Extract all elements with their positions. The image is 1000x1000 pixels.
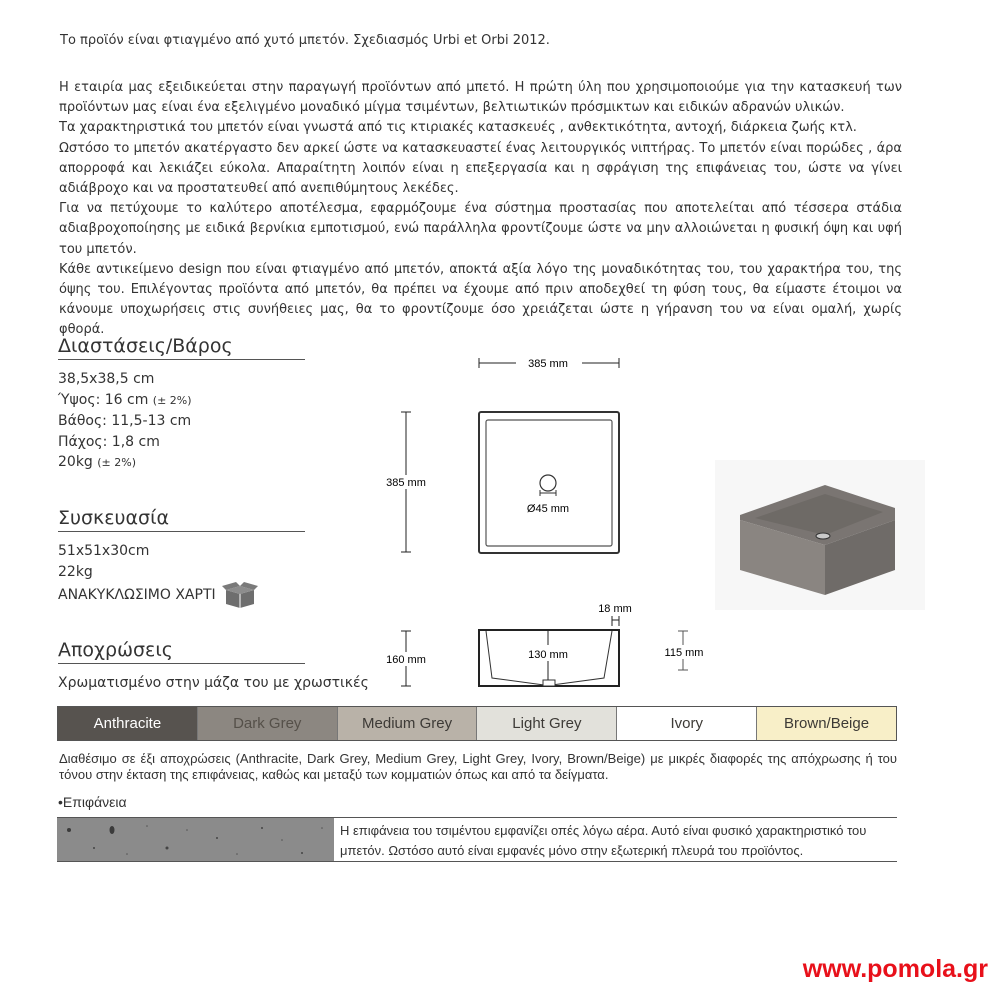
spec-height-value: Ύψος: 16 cm — [58, 391, 149, 408]
description-paragraph: Τα χαρακτηριστικά του μπετόν είναι γνωστά από τις κτιριακές κατασκευές , ανθεκτικότητα, αντοχή, διάρκεια ζωής κτλ. — [59, 120, 857, 136]
swatch-light-grey[interactable]: Light Grey — [477, 707, 617, 740]
availability-text: Διαθέσιμο σε έξι αποχρώσεις (Anthracite, Dark Grey, Medium Grey, Light Grey, Ivory, Brown/Beige) με μικρές διαφορές της απόχρωσης ή του τόνου στην έκταση της επιφάνειας, καθώς και μεταξύ των κομματιών όπως και από τα δείγματα. — [59, 751, 897, 782]
spec-height-tolerance: (± 2%) — [152, 393, 192, 407]
spec-weight-value: 20kg — [58, 454, 93, 470]
side-height-label: 160 mm — [386, 654, 426, 666]
top-width-dimension — [479, 358, 619, 370]
packaging-weight: 22kg — [58, 563, 93, 580]
swatch-brown-beige[interactable]: Brown/Beige — [757, 707, 896, 740]
spec-depth: Βάθος: 11,5-13 cm — [58, 413, 192, 429]
surface-label: •Επιφάνεια — [58, 794, 127, 810]
brand-website[interactable]: www.pomola.gr — [802, 955, 988, 983]
packaging-specs — [58, 541, 258, 608]
colors-title: Αποχρώσεις — [58, 639, 305, 664]
description-paragraph: Για να πετύχουμε το καλύτερο αποτέλεσμα, εφαρμόζουμε ένα σύστημα προστασίας που αποτελείται από τέσσερα στάδια αδιαβροχοποίησης με ειδικά βερνίκια εμποτισμού, ενώ παράλληλα φροντίζουμε ώστε να μην αλλοιώνεται η φυσική όψη και υφή του μπετόν. — [59, 201, 902, 257]
side-wall-label: 18 mm — [598, 603, 632, 615]
top-width-label: 385 mm — [528, 358, 568, 370]
intro-text: Το προϊόν είναι φτιαγμένο από χυτό μπετόν. Σχεδιασμός Urbi et Orbi 2012. — [60, 33, 550, 48]
spec-height — [58, 390, 192, 412]
packaging-size: 51x51x30cm — [58, 543, 150, 559]
swatch-medium-grey[interactable]: Medium Grey — [338, 707, 478, 740]
side-inner-label: 130 mm — [528, 649, 568, 661]
spec-weight — [58, 452, 192, 474]
spec-thickness: Πάχος: 1,8 cm — [58, 433, 160, 450]
box-icon — [222, 582, 258, 608]
description-paragraph: Η εταιρία μας εξειδικεύεται στην παραγωγή προϊόντων από μπετό. Η πρώτη ύλη που χρησιμοποιούμε για την κατασκευή των προϊόντων μας είναι ένα εξελιγμένο μοναδικό μίγμα τσιμέντων, βελτιωτικών πρόσμικτων και ειδικών αδρανών υλικών. — [59, 80, 902, 116]
description — [59, 78, 902, 341]
side-depth-dimension — [660, 631, 710, 670]
packaging-title: Συσκευασία — [58, 507, 305, 532]
drain-label: Ø45 mm — [526, 503, 570, 515]
description-paragraph: Ωστόσο το μπετόν ακατέργαστο δεν αρκεί ώστε να κατασκευαστεί ένας λειτουργικός νιπτήρας. Το μπετόν είναι πορώδες , άρα απορροφά και λεκιάζει εύκολα. Απαραίτητη λοιπόν είναι η επεξεργασία και η σφράγιση της επιφάνειας του, ώστε να γίνει αδιάβροχο και να προστατευθεί από ανεπιθύμητους λεκέδες. — [59, 140, 902, 197]
concrete-texture-image — [57, 818, 334, 861]
product-photo — [715, 460, 925, 610]
dimensions-specs — [58, 369, 192, 474]
side-height-dimension — [380, 631, 434, 686]
side-depth-label: 115 mm — [664, 647, 704, 659]
colors-subtitle: Χρωματισμένο στην μάζα του με χρωστικές — [58, 675, 369, 691]
top-height-dimension — [380, 412, 434, 552]
swatch-dark-grey[interactable]: Dark Grey — [198, 707, 338, 740]
swatch-anthracite[interactable]: Anthracite — [58, 707, 198, 740]
side-view — [479, 603, 632, 686]
top-height-label: 385 mm — [386, 477, 426, 489]
spec-weight-tolerance: (± 2%) — [97, 456, 137, 469]
packaging-material-row — [58, 582, 258, 608]
surface-row — [57, 817, 897, 862]
packaging-material: ΑΝΑΚΥΚΛΩΣΙΜΟ ΧΑΡΤΙ — [58, 586, 216, 603]
technical-drawing — [370, 340, 730, 700]
top-view — [479, 412, 619, 553]
color-swatches — [57, 706, 897, 741]
dimensions-title: Διαστάσεις/Βάρος — [58, 335, 305, 360]
description-paragraph: Κάθε αντικείμενο design που είναι φτιαγμένο από μπετόν, αποκτά αξία λόγο της μοναδικότητας του, του χαρακτήρα του, της όψης του. Επιλέγοντας προϊόντα από μπετόν, θα πρέπει να έχουμε από πριν αποδεχθεί τη φύση τους, θα είμαστε έτοιμοι να κάνουμε υποχωρήσεις στις συνήθειες μας, θα το φροντίζουμε όσο χρειάζεται ώστε η γήρανση του να είναι ομαλή, χωρίς φθορά. — [59, 261, 902, 338]
spec-size: 38,5x38,5 cm — [58, 371, 155, 387]
swatch-ivory[interactable]: Ivory — [617, 707, 757, 740]
surface-text: Η επιφάνεια του τσιμέντου εμφανίζει οπές λόγω αέρα. Αυτό είναι φυσικό χαρακτηριστικό του μπετόν. Ωστόσο αυτό είναι εμφανές μόνο στην εξωτερική πλευρά του προϊόντος. — [340, 823, 867, 858]
